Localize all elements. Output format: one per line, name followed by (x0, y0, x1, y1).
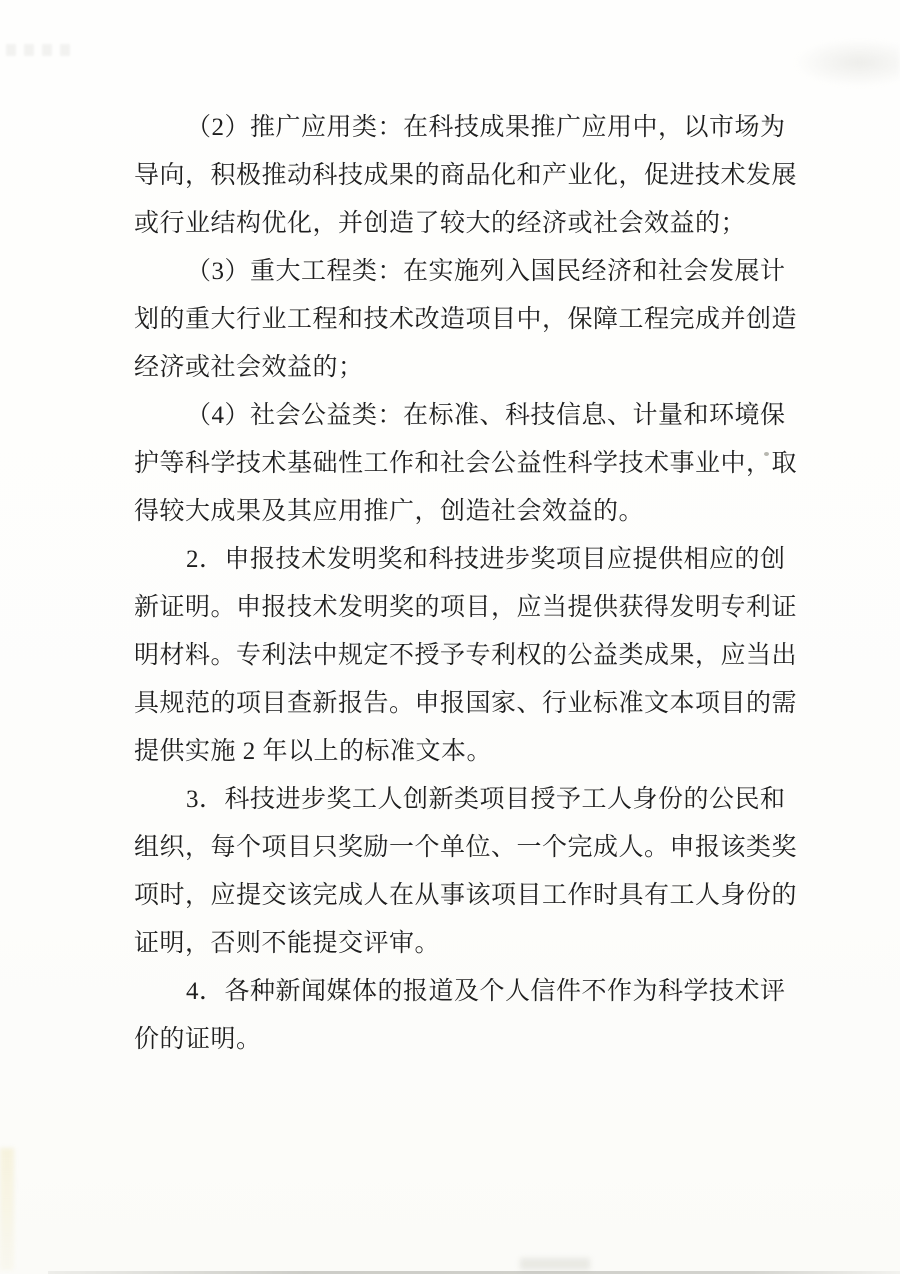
text-line: 证明，否则不能提交评审。 (134, 930, 441, 957)
text-line: 导向，积极推动科技成果的商品化和产业化，促进技术发展 (134, 162, 798, 189)
text-line: 得较大成果及其应用推广，创造社会效益的。 (134, 498, 645, 525)
text-line: （2）推广应用类：在科技成果推广应用中，以市场为 (186, 114, 786, 141)
scan-smudge-bottom (520, 1258, 590, 1270)
text-line: （4）社会公益类：在标准、科技信息、计量和环境保 (186, 402, 786, 429)
text-line: 价的证明。 (134, 1026, 262, 1053)
scan-smudge-top-left (6, 44, 76, 56)
text-line: （3）重大工程类：在实施列入国民经济和社会发展计 (186, 258, 786, 285)
text-line: 项时，应提交该完成人在从事该项目工作时具有工人身份的 (134, 882, 798, 909)
text-line: 明材料。专利法中规定不授予专利权的公益类成果，应当出 (134, 642, 798, 669)
text-line: 具规范的项目查新报告。申报国家、行业标准文本项目的需 (134, 690, 798, 717)
text-line: 组织，每个项目只奖励一个单位、一个完成人。申报该类奖 (134, 834, 798, 861)
text-line: 护等科学技术基础性工作和社会公益性科学技术事业中，取 (134, 450, 798, 477)
text-line: 新证明。申报技术发明奖的项目，应当提供获得发明专利证 (134, 594, 798, 621)
text-line: 划的重大行业工程和技术改造项目中，保障工程完成并创造 (134, 306, 798, 333)
document-text-block (134, 104, 824, 1064)
text-line: 2．申报技术发明奖和科技进步奖项目应提供相应的创 (186, 546, 786, 573)
scan-smudge-top-right (785, 40, 900, 90)
text-line: 或行业结构优化，并创造了较大的经济或社会效益的； (134, 210, 747, 237)
scan-streak-bottom-left (0, 1148, 14, 1270)
text-line: 提供实施 2 年以上的标准文本。 (134, 738, 493, 765)
text-line: 4．各种新闻媒体的报道及个人信件不作为科学技术评 (186, 978, 786, 1005)
text-line: 3．科技进步奖工人创新类项目授予工人身份的公民和 (186, 786, 786, 813)
text-line: 经济或社会效益的； (134, 354, 364, 381)
